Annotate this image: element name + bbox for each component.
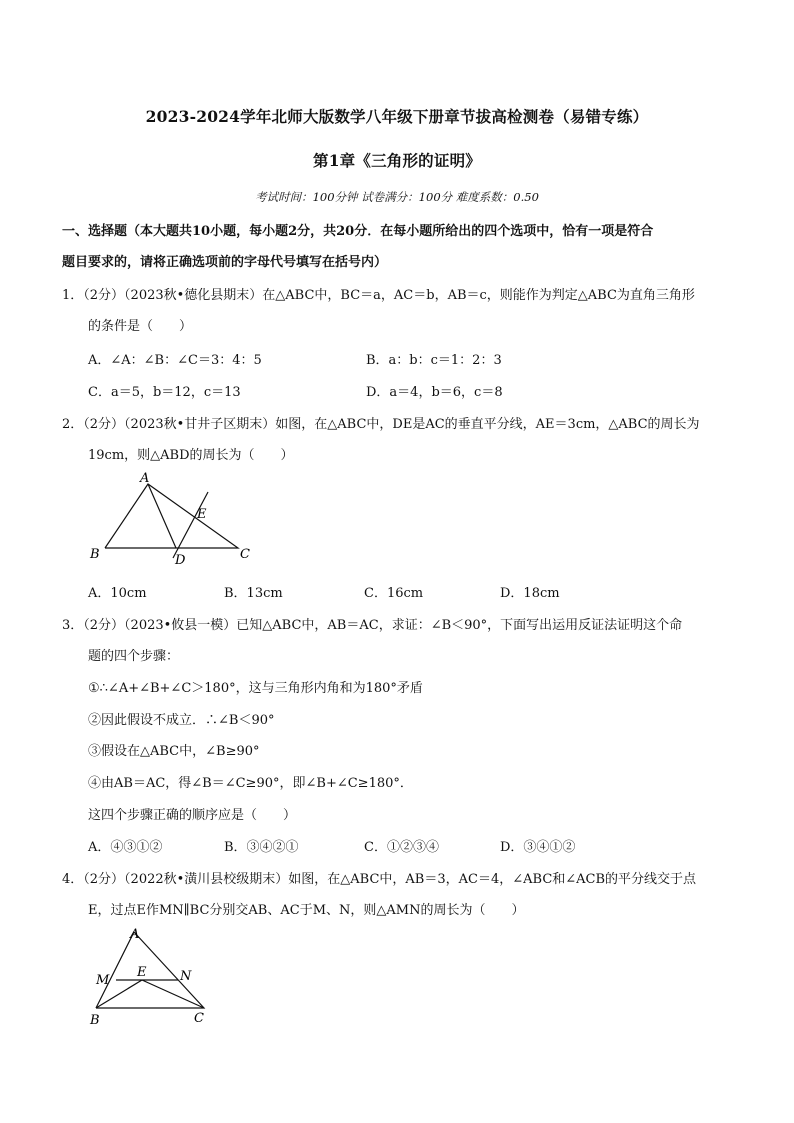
question-3-stem-line1: 3．（2分）（2023•攸县一模）已知△ABC中，AB＝AC，求证：∠B＜90°，下面写出运用反证法证明这个命 [62,618,683,633]
label-e: E [197,507,207,522]
label-n: N [180,969,192,984]
question-4-figure [84,924,220,1028]
label-b: B [90,547,100,562]
label-c: C [194,1011,204,1026]
question-1-option-b[interactable]: B．a：b：c＝1：2：3 [366,353,502,368]
question-2-option-b[interactable]: B．13cm [224,586,283,601]
label-a: A [130,927,140,942]
label-d: D [175,553,186,568]
question-1-option-a[interactable]: A．∠A：∠B：∠C＝3：4：5 [88,353,262,368]
question-2-stem-line1: 2．（2分）（2023秋•甘井子区期末）如图，在△ABC中，DE是AC的垂直平分线，AE＝3cm，△ABC的周长为 [62,417,700,432]
question-3-step-2: ②因此假设不成立．∴∠B＜90° [88,713,275,728]
question-2-option-d[interactable]: D．18cm [500,586,560,601]
question-2-figure [80,470,270,570]
label-m: M [96,973,110,988]
label-a: A [140,471,150,486]
label-c: C [240,547,250,562]
section-heading-line1: 一、选择题（本大题共10小题，每小题2分，共20分．在每小题所给出的四个选项中，恰有一项是符合 [62,224,654,239]
label-b: B [90,1013,100,1028]
question-4-stem-line1: 4．（2分）（2022秋•潢川县校级期末）如图，在△ABC中，AB＝3，AC＝4，∠ABC和∠ACB的平分线交于点 [62,872,697,887]
question-1-option-c[interactable]: C．a＝5，b＝12，c＝13 [88,385,241,400]
question-2-stem-line2: 19cm，则△ABD的周长为（ ） [88,448,294,463]
question-3-step-3: ③假设在△ABC中，∠B≥90° [88,744,260,759]
question-1-stem-line1: 1．（2分）（2023秋•德化县期末）在△ABC中，BC＝a，AC＝b，AB＝c，则能作为判定△ABC为直角三角形 [62,288,695,303]
question-3-stem-line2: 题的四个步骤： [88,649,180,664]
question-3-option-d[interactable]: D．③④①② [500,840,576,855]
segment-ec [142,980,204,1008]
question-2-option-c[interactable]: C．16cm [364,586,424,601]
exam-meta: 考试时间：100分钟 试卷满分：100分 难度系数：0.50 [255,190,539,204]
section-heading-line2: 题目要求的，请将正确选项前的字母代号填写在括号内） [62,255,388,270]
question-3-option-c[interactable]: C．①②③④ [364,840,439,855]
question-3-step-4: ④由AB＝AC，得∠B＝∠C≥90°，即∠B+∠C≥180°． [88,776,413,791]
question-3-step-1: ①∴∠A+∠B+∠C＞180°，这与三角形内角和为180°矛盾 [88,681,423,696]
question-3-option-b[interactable]: B．③④②① [224,840,299,855]
question-1-stem-line2: 的条件是（ ） [88,319,193,334]
question-1-option-d[interactable]: D．a＝4，b＝6，c＝8 [366,385,503,400]
question-4-stem-line2: E，过点E作MN∥BC分别交AB、AC于M、N，则△AMN的周长为（ ） [88,903,525,918]
question-3-option-a[interactable]: A．④③①② [88,840,163,855]
question-3-prompt: 这四个步骤正确的顺序应是（ ） [88,808,297,823]
chapter-title: 第1章《三角形的证明》 [313,151,481,170]
exam-title: 2023-2024学年北师大版数学八年级下册章节拔高检测卷（易错专练） [145,107,649,126]
question-2-option-a[interactable]: A．10cm [88,586,147,601]
label-e: E [137,965,147,980]
